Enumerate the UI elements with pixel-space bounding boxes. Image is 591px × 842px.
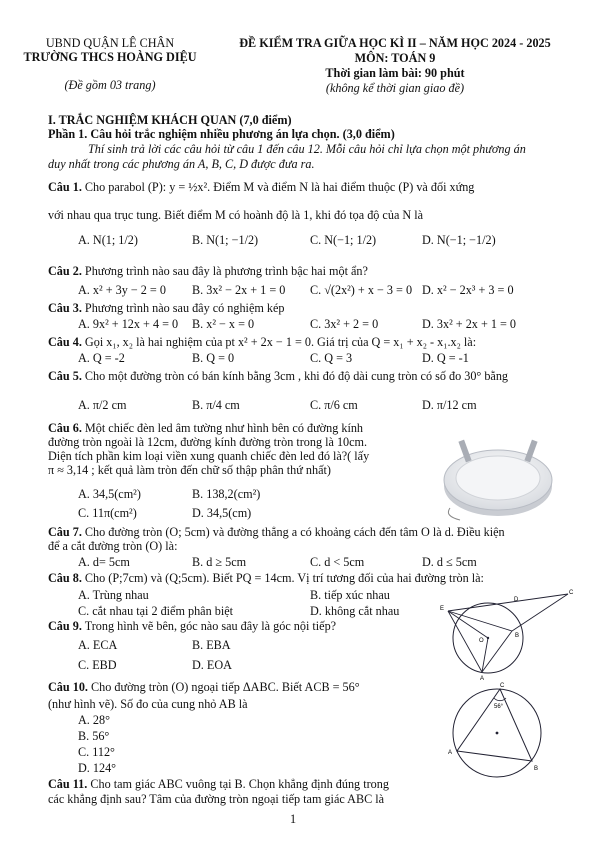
- fig9-label-e: E: [440, 606, 445, 612]
- header-right-1: ĐỀ KIỂM TRA GIỮA HỌC KÌ II – NĂM HỌC 2024 - 2025: [239, 36, 551, 50]
- question-10: [48, 680, 360, 694]
- instructions-line-1: Thí sinh trả lời các câu hỏi từ câu 1 đến câu 12. Mỗi câu hỏi chỉ lựa chọn một phương án: [88, 142, 526, 156]
- page-number: 1: [290, 812, 297, 826]
- q2-label: Câu 2.: [48, 264, 82, 278]
- fig10-label-c: C: [500, 683, 505, 689]
- header-left-3: (Đề gồm 03 trang): [64, 78, 156, 92]
- q7-text-2: để a cắt đường tròn (O) là:: [48, 539, 178, 553]
- q1-option-c[interactable]: C. N(−1; 1/2): [310, 233, 377, 247]
- header-right-2: MÔN: TOÁN 9: [354, 51, 436, 65]
- q5-option-b[interactable]: B. π/4 cm: [192, 398, 240, 412]
- header-left-2: TRƯỜNG THCS HOÀNG DIỆU: [23, 50, 197, 64]
- q4-label: Câu 4.: [48, 335, 82, 349]
- q11-text-1: Cho tam giác ABC vuông tại B. Chọn khẳng định đúng trong: [90, 777, 389, 791]
- question-8: [48, 571, 484, 585]
- q3-option-b[interactable]: B. x² − x = 0: [192, 317, 255, 331]
- q6-text-4: π ≈ 3,14 ; kết quả làm tròn đến chữ số thập phân thứ nhất): [48, 463, 331, 477]
- q6-option-a[interactable]: A. 34,5(cm²): [78, 487, 141, 501]
- q3-label: Câu 3.: [48, 301, 82, 315]
- fig9-label-d: D: [514, 597, 519, 603]
- q8-label: Câu 8.: [48, 571, 82, 585]
- fig10-label-a: A: [448, 750, 453, 756]
- header-right-4: (không kể thời gian giao đề): [325, 81, 465, 95]
- q7-option-b[interactable]: B. d ≥ 5cm: [192, 555, 247, 569]
- header-left-1: UBND QUẬN LÊ CHÂN: [45, 36, 175, 50]
- q9-option-c[interactable]: C. EBD: [78, 658, 117, 672]
- instructions-line-2: duy nhất trong các phương án A, B, C, D được đưa ra.: [48, 157, 315, 171]
- led-lamp-image: [440, 424, 558, 524]
- q8-option-b[interactable]: B. tiếp xúc nhau: [310, 588, 390, 602]
- fig10-label-b: B: [534, 766, 539, 772]
- q10-option-a[interactable]: A. 28°: [78, 713, 110, 727]
- q6-text-3: Diện tích phần kim loại viền xung quanh chiếc đèn led đó là?( lấy: [48, 449, 370, 463]
- q2-option-c[interactable]: C. √(2x²) + x − 3 = 0: [310, 283, 413, 297]
- q3-option-a[interactable]: A. 9x² + 12x + 4 = 0: [78, 317, 179, 331]
- q3-option-c[interactable]: C. 3x² + 2 = 0: [310, 317, 379, 331]
- q10-text-2: (như hình vẽ). Số đo của cung nhỏ AB là: [48, 697, 248, 711]
- q7-option-c[interactable]: C. d < 5cm: [310, 555, 365, 569]
- fig9-label-o: O: [479, 638, 484, 644]
- q9-option-b[interactable]: B. EBA: [192, 638, 231, 652]
- q8-option-a[interactable]: A. Trùng nhau: [78, 588, 149, 602]
- q9-option-d[interactable]: D. EOA: [192, 658, 232, 672]
- section-heading: I. TRẮC NGHIỆM KHÁCH QUAN (7,0 điểm): [48, 113, 292, 127]
- question-7: [48, 525, 505, 539]
- q9-option-a[interactable]: A. ECA: [78, 638, 118, 652]
- q6-label: Câu 6.: [48, 421, 82, 435]
- q4-option-d[interactable]: D. Q = -1: [422, 351, 469, 365]
- q10-text-1: Cho đường tròn (O) ngoại tiếp ΔABC. Biết ACB = 56°: [91, 680, 360, 694]
- q10-label: Câu 10.: [48, 680, 88, 694]
- q5-option-a[interactable]: A. π/2 cm: [78, 398, 127, 412]
- header-right-3: Thời gian làm bài: 90 phút: [325, 66, 465, 80]
- question-3: [48, 301, 284, 315]
- q7-label: Câu 7.: [48, 525, 82, 539]
- question-4: [48, 335, 476, 349]
- question-9: [48, 619, 336, 633]
- q7-option-a[interactable]: A. d= 5cm: [78, 555, 130, 569]
- fig10-angle-label: 56°: [494, 704, 504, 710]
- q8-option-d[interactable]: D. không cắt nhau: [310, 604, 400, 618]
- q6-option-d[interactable]: D. 34,5(cm): [192, 506, 252, 520]
- q4-option-a[interactable]: A. Q = -2: [78, 351, 125, 365]
- q4-option-c[interactable]: C. Q = 3: [310, 351, 353, 365]
- question-2: [48, 264, 368, 278]
- q1-option-d[interactable]: D. N(−1; −1/2): [422, 233, 496, 247]
- q1-option-a[interactable]: A. N(1; 1/2): [78, 233, 138, 247]
- q5-option-d[interactable]: D. π/12 cm: [422, 398, 477, 412]
- question-11: [48, 777, 389, 791]
- q11-label: Câu 11.: [48, 777, 88, 791]
- q1-text-1: Cho parabol (P): y = ½x². Điểm M và điểm N là hai điểm thuộc (P) và đối xứng: [84, 180, 475, 194]
- fig9-label-b: B: [515, 633, 520, 639]
- q2-option-a[interactable]: A. x² + 3y − 2 = 0: [78, 283, 166, 297]
- q1-text-2: với nhau qua trục tung. Biết điểm M có hoành độ là 1, khi đó tọa độ của N là: [48, 208, 424, 222]
- question-5: [48, 369, 508, 383]
- q7-option-d[interactable]: D. d ≤ 5cm: [422, 555, 477, 569]
- q5-label: Câu 5.: [48, 369, 82, 383]
- q4-option-b[interactable]: B. Q = 0: [192, 351, 235, 365]
- q1-option-b[interactable]: B. N(1; −1/2): [192, 233, 259, 247]
- fig9-label-c: C: [569, 590, 574, 596]
- q8-text: Cho (P;7cm) và (Q;5cm). Biết PQ = 14cm. Vị trí tương đối của hai đường tròn là:: [84, 571, 484, 585]
- q10-option-c[interactable]: C. 112°: [78, 745, 115, 759]
- q3-option-d[interactable]: D. 3x² + 2x + 1 = 0: [422, 317, 517, 331]
- q10-option-d[interactable]: D. 124°: [78, 761, 117, 775]
- q10-option-b[interactable]: B. 56°: [78, 729, 110, 743]
- q10-figure: [440, 680, 560, 786]
- q6-text-2: đường tròn ngoài là 12cm, đường kính đường tròn trong là 10cm.: [48, 435, 368, 449]
- q8-option-c[interactable]: C. cắt nhau tại 2 điểm phân biệt: [78, 604, 234, 618]
- q9-text: Trong hình vẽ bên, góc nào sau đây là góc nội tiếp?: [84, 619, 337, 633]
- q1-label: Câu 1.: [48, 180, 82, 194]
- question-6: [48, 421, 363, 435]
- q7-text-1: Cho đường tròn (O; 5cm) và đường thẳng a có khoảng cách đến tâm O là d. Điều kiện: [84, 525, 505, 539]
- q2-option-b[interactable]: B. 3x² − 2x + 1 = 0: [192, 283, 286, 297]
- q3-text: Phương trình nào sau đây có nghiệm kép: [84, 301, 285, 315]
- q5-text: Cho một đường tròn có bán kính bằng 3cm , khi đó độ dài cung tròn có số đo 30° bằng: [84, 369, 509, 383]
- q6-option-c[interactable]: C. 11π(cm²): [78, 506, 137, 520]
- part-heading: Phần 1. Câu hỏi trắc nghiệm nhiều phương án lựa chọn. (3,0 điểm): [48, 127, 395, 141]
- question-1: [48, 180, 474, 194]
- q9-figure: [428, 586, 578, 680]
- q2-option-d[interactable]: D. x² − 2x³ + 3 = 0: [422, 283, 514, 297]
- q11-text-2: các khẳng định sau? Tâm của đường tròn ngoại tiếp tam giác ABC là: [48, 792, 385, 806]
- q5-option-c[interactable]: C. π/6 cm: [310, 398, 358, 412]
- q9-label: Câu 9.: [48, 619, 82, 633]
- q2-text: Phương trình nào sau đây là phương trình bậc hai một ẩn?: [84, 264, 368, 278]
- q6-option-b[interactable]: B. 138,2(cm²): [192, 487, 261, 501]
- fig9-label-a: A: [480, 676, 485, 680]
- q4-text: Gọi x₁, x₂ là hai nghiệm của pt x² + 2x − 1 = 0. Giá trị của Q = x₁ + x₂ - x₁.x₂ là:: [84, 335, 477, 349]
- q6-text-1: Một chiếc đèn led âm tường như hình bên có đường kính: [84, 421, 364, 435]
